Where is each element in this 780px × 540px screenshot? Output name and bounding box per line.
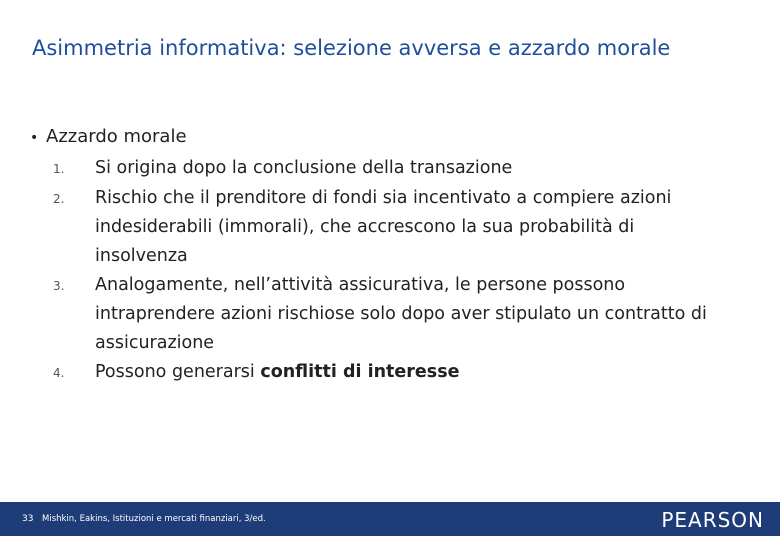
footer-citation: Mishkin, Eakins, Istituzioni e mercati finanziari, 3/ed. xyxy=(42,514,266,524)
page-number: 33 xyxy=(22,514,34,524)
list-number: 1. xyxy=(53,162,65,176)
list-number: 3. xyxy=(53,279,65,293)
list-text-bold: conflitti di interesse xyxy=(260,362,460,382)
slide-content xyxy=(30,126,730,388)
list-text: Analogamente, nell’attività assicurativa, le persone possono intraprendere azioni rischiose solo dopo aver stipulato un contratto di assicurazione xyxy=(95,275,707,353)
footer-bar xyxy=(0,502,780,536)
bullet-heading xyxy=(30,126,730,149)
numbered-list xyxy=(30,154,730,388)
bullet-dot-icon: • xyxy=(30,130,39,146)
list-item xyxy=(30,184,730,271)
list-number: 2. xyxy=(53,192,65,206)
list-item xyxy=(30,358,730,388)
list-text: Rischio che il prenditore di fondi sia incentivato a compiere azioni indesiderabili (immorali), che accrescono la sua probabilità di insolvenza xyxy=(95,188,672,266)
slide-title: Asimmetria informativa: selezione avversa e azzardo morale xyxy=(32,36,671,60)
list-text-prefix: Possono generarsi xyxy=(95,362,261,382)
list-item xyxy=(30,154,730,184)
list-item xyxy=(30,271,730,358)
list-text: Si origina dopo la conclusione della transazione xyxy=(95,158,513,178)
list-number: 4. xyxy=(53,366,65,380)
pearson-logo: PEARSON xyxy=(661,508,764,532)
bullet-heading-text: Azzardo morale xyxy=(46,126,187,147)
list-text xyxy=(95,358,715,387)
